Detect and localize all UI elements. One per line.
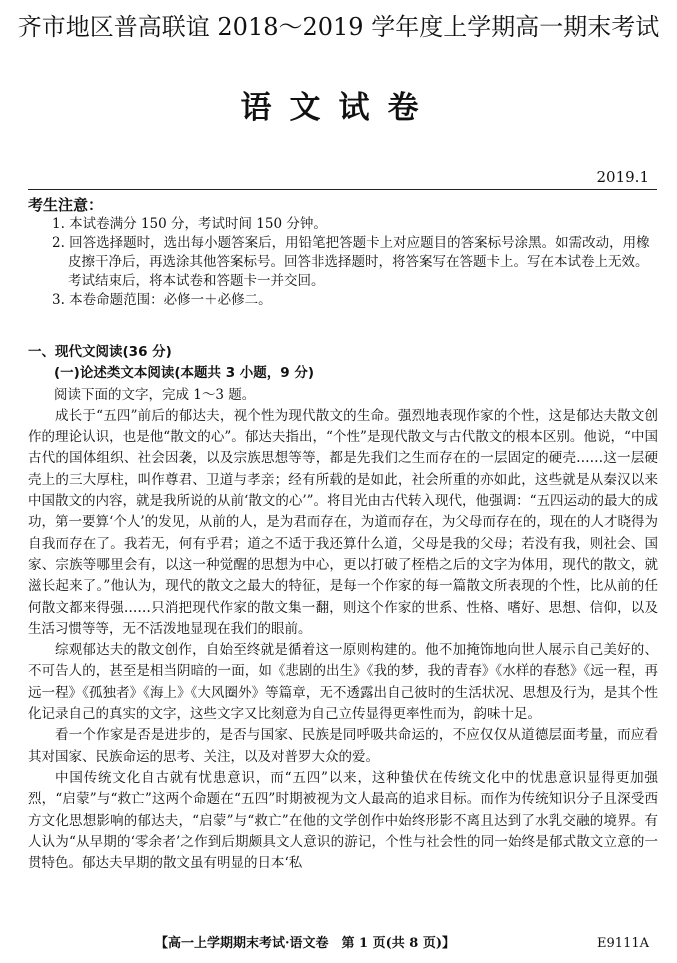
exam-title: 齐市地区普高联谊 2018～2019 学年度上学期高一期末考试 [17, 13, 660, 41]
passage-paragraph: 成长于“五四”前后的郁达夫，视个性为现代散文的生命。强烈地表现作家的个性，这是郁达夫散文创作的理论认识，也是他“散文的心”。郁达夫指出，“个性”是现代散文与古代散文的根本区别。他说，“中国古代的国体组织、社会因袭，以及宗族思想等等，都是先我们之生而存在的一层固定的硬壳……这一层硬壳上的三大厚柱，叫作尊君、卫道与孝亲；经有所载的是如此，社会所重的亦如此，这些就是从秦汉以来中国散文的内容，就是我所说的从前‘散文的心’”。将目光由古代转入现代，他强调：“五四运动的最大的成功，第一要算‘个人’的发见，从前的人，是为君而存在，为道而存在，为父母而存在的，现在的人才晓得为自我而存在了。我若无，何有乎君；道之不适于我还算什么道，父母是我的父母；若没有我，则社会、国家、宗族等哪里会有，以这一种觉醒的思想为中心，更以打破了桎梏之后的文字为体用，现代的散文，就滋长起来了。”他认为，现代的散文之最大的特征，是每一个作家的每一篇散文所表现的个性，比从前的任何散文都来得强……只消把现代作家的散文集一翻，则这个作家的世系、性格、嗜好、思想、信仰，以及生活习惯等等，无不活泼地显现在我们的眼前。 [28, 407, 658, 637]
note-item: 1. 本试卷满分 150 分，考试时间 150 分钟。 [52, 216, 327, 232]
subsection-heading: (一)论述类文本阅读(本题共 3 小题，9 分) [54, 365, 315, 382]
passage-paragraph: 中国传统文化自古就有忧患意识，而“五四”以来，这种蛰伏在传统文化中的忧患意识显得更加强烈，“启蒙”与“救亡”这两个命题在“五四”时期被视为文人最高的追求目标。而作为传统知识分子且深受西方文化思想影响的郁达夫，“启蒙”与“救亡”在他的文学创作中始终形影不离且达到了水乳交融的境界。有人认为“从早期的‘零余者’之作到后期颇具文人意识的游记，个性与社会性的同一始终是郁式散文立意的一贯特色。郁达夫早期的散文虽有明显的日本‘私 [28, 769, 658, 872]
note-item: 2. 回答选择题时，选出每小题答案后，用铅笔把答题卡上对应题目的答案标号涂黑。如需改动，用橡皮擦干净后，再选涂其他答案标号。回答非选择题时，将答案写在答题卡上。写在本试卷上无效。考试结束后，将本试卷和答题卡一并交回。 [52, 235, 650, 289]
note-item: 3. 本卷命题范围：必修一＋必修二。 [52, 292, 272, 308]
candidate-notes [28, 196, 658, 310]
instruction-text: 阅读下面的文字，完成 1～3 题。 [54, 386, 256, 403]
passage-paragraph: 综观郁达夫的散文创作，自始至终就是循着这一原则构建的。他不加掩饰地向世人展示自己美好的、不可告人的，甚至是相当阴暗的一面，如《悲剧的出生》《我的梦，我的青春》《水样的春愁》《远一程，再远一程》《孤独者》《海上》《大风圈外》等篇章，无不透露出自己彼时的生活状况、思想及行为，是其个性化记录自己的真实的文字，这些文字又比刻意为自己立传显得更率性而为，韵味十足。 [28, 642, 658, 723]
footer-page-info: 【高一上学期期末考试·语文卷 第 1 页(共 8 页)】 [155, 936, 456, 951]
subject-title: 语文试卷 [240, 90, 437, 126]
section-heading: 一、现代文阅读(36 分) [28, 344, 172, 360]
passage-paragraph: 看一个作家是否是进步的，是否与国家、民族是同呼吸共命运的，不应仅仅从道德层面考量，而应看其对国家、民族命运的思考、关注，以及对普罗大众的爱。 [28, 727, 658, 765]
footer-code: E9111A [597, 936, 649, 951]
header-divider [28, 189, 657, 190]
reading-section [28, 342, 658, 874]
notes-heading: 考生注意： [28, 196, 104, 214]
exam-date: 2019.1 [596, 168, 649, 186]
